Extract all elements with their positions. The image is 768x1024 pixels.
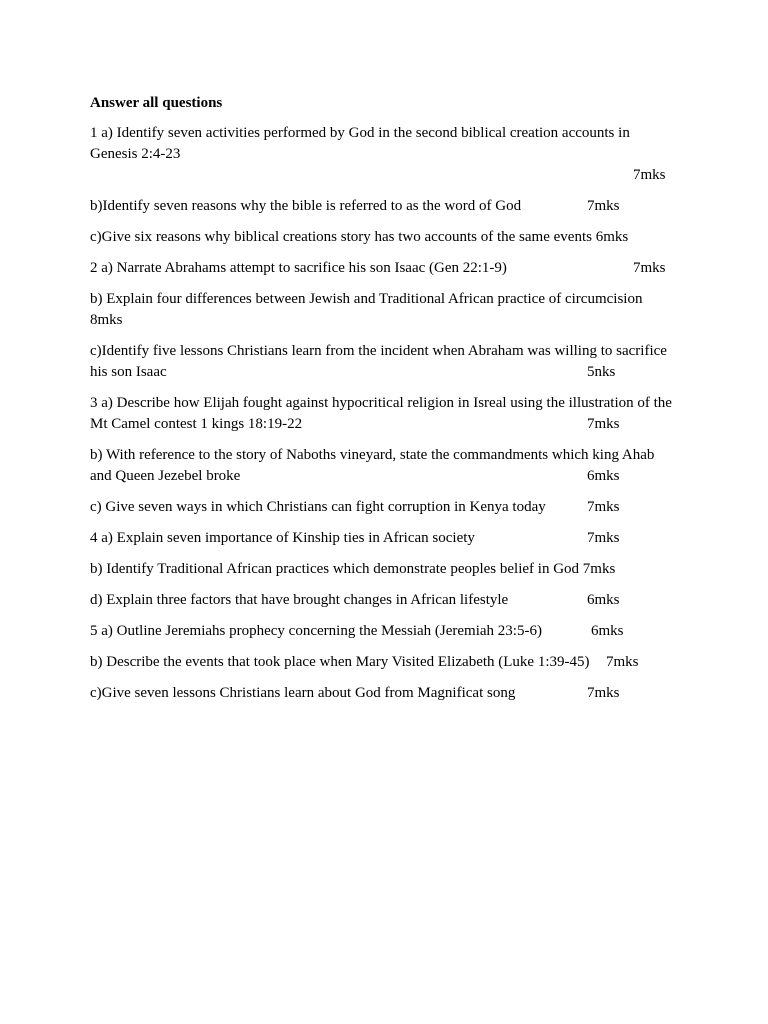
question-text: d) Explain three factors that have brought changes in African lifestyle	[90, 592, 509, 608]
question-text: c)Give six reasons why biblical creations story has two accounts of the same events 6mks	[90, 229, 629, 245]
question-marks: 7mks	[587, 198, 620, 214]
question-marks: 7mks	[587, 685, 620, 701]
question-marks: 7mks	[633, 260, 666, 276]
question-2c	[90, 341, 680, 383]
question-1a	[90, 123, 680, 186]
question-5a	[90, 621, 680, 642]
question-text-continued: Genesis 2:4-23	[90, 146, 181, 162]
question-1b	[90, 196, 680, 217]
instructions-heading: Answer all questions	[90, 95, 223, 111]
question-text-continued: his son Isaac	[90, 364, 167, 380]
question-5b	[90, 652, 680, 673]
question-text: 4 a) Explain seven importance of Kinship ties in African society	[90, 530, 475, 546]
question-3b	[90, 445, 680, 487]
question-marks: 7mks	[587, 530, 620, 546]
question-4d	[90, 590, 680, 611]
question-4b	[90, 559, 680, 580]
question-2b	[90, 289, 680, 331]
question-text: b) Describe the events that took place when Mary Visited Elizabeth (Luke 1:39-45)	[90, 654, 590, 670]
question-text: b) Identify Traditional African practices which demonstrate peoples belief in God 7mks	[90, 561, 616, 577]
question-3a	[90, 393, 680, 435]
question-text: c) Give seven ways in which Christians can fight corruption in Kenya today	[90, 499, 546, 515]
question-1c	[90, 227, 680, 248]
question-marks: 7mks	[587, 499, 620, 515]
question-text-continued: 8mks	[90, 312, 123, 328]
question-marks: 7mks	[606, 654, 639, 670]
question-marks: 6mks	[587, 592, 620, 608]
question-marks: 5nks	[587, 364, 616, 380]
exam-page	[90, 93, 680, 714]
question-marks: 6mks	[591, 623, 624, 639]
question-text: c)Identify five lessons Christians learn from the incident when Abraham was willing to sacrifice	[90, 343, 667, 359]
question-text: 1 a) Identify seven activities performed by God in the second biblical creation accounts in	[90, 125, 630, 141]
question-text: c)Give seven lessons Christians learn about God from Magnificat song	[90, 685, 516, 701]
question-text-continued: Mt Camel contest 1 kings 18:19-22	[90, 416, 303, 432]
question-3c	[90, 497, 680, 518]
question-2a	[90, 258, 680, 279]
question-text: 2 a) Narrate Abrahams attempt to sacrifice his son Isaac (Gen 22:1-9)	[90, 260, 507, 276]
question-marks: 6mks	[587, 468, 620, 484]
question-4a	[90, 528, 680, 549]
question-text: b)Identify seven reasons why the bible is referred to as the word of God	[90, 198, 522, 214]
question-text: b) Explain four differences between Jewish and Traditional African practice of circumcision	[90, 291, 643, 307]
question-text-continued: and Queen Jezebel broke	[90, 468, 241, 484]
question-5c	[90, 683, 680, 704]
question-text: 3 a) Describe how Elijah fought against hypocritical religion in Isreal using the illustration of the	[90, 395, 672, 411]
question-marks: 7mks	[633, 167, 666, 183]
question-text: b) With reference to the story of Naboths vineyard, state the commandments which king Ahab	[90, 447, 655, 463]
question-text: 5 a) Outline Jeremiahs prophecy concerning the Messiah (Jeremiah 23:5-6)	[90, 623, 542, 639]
question-marks: 7mks	[587, 416, 620, 432]
